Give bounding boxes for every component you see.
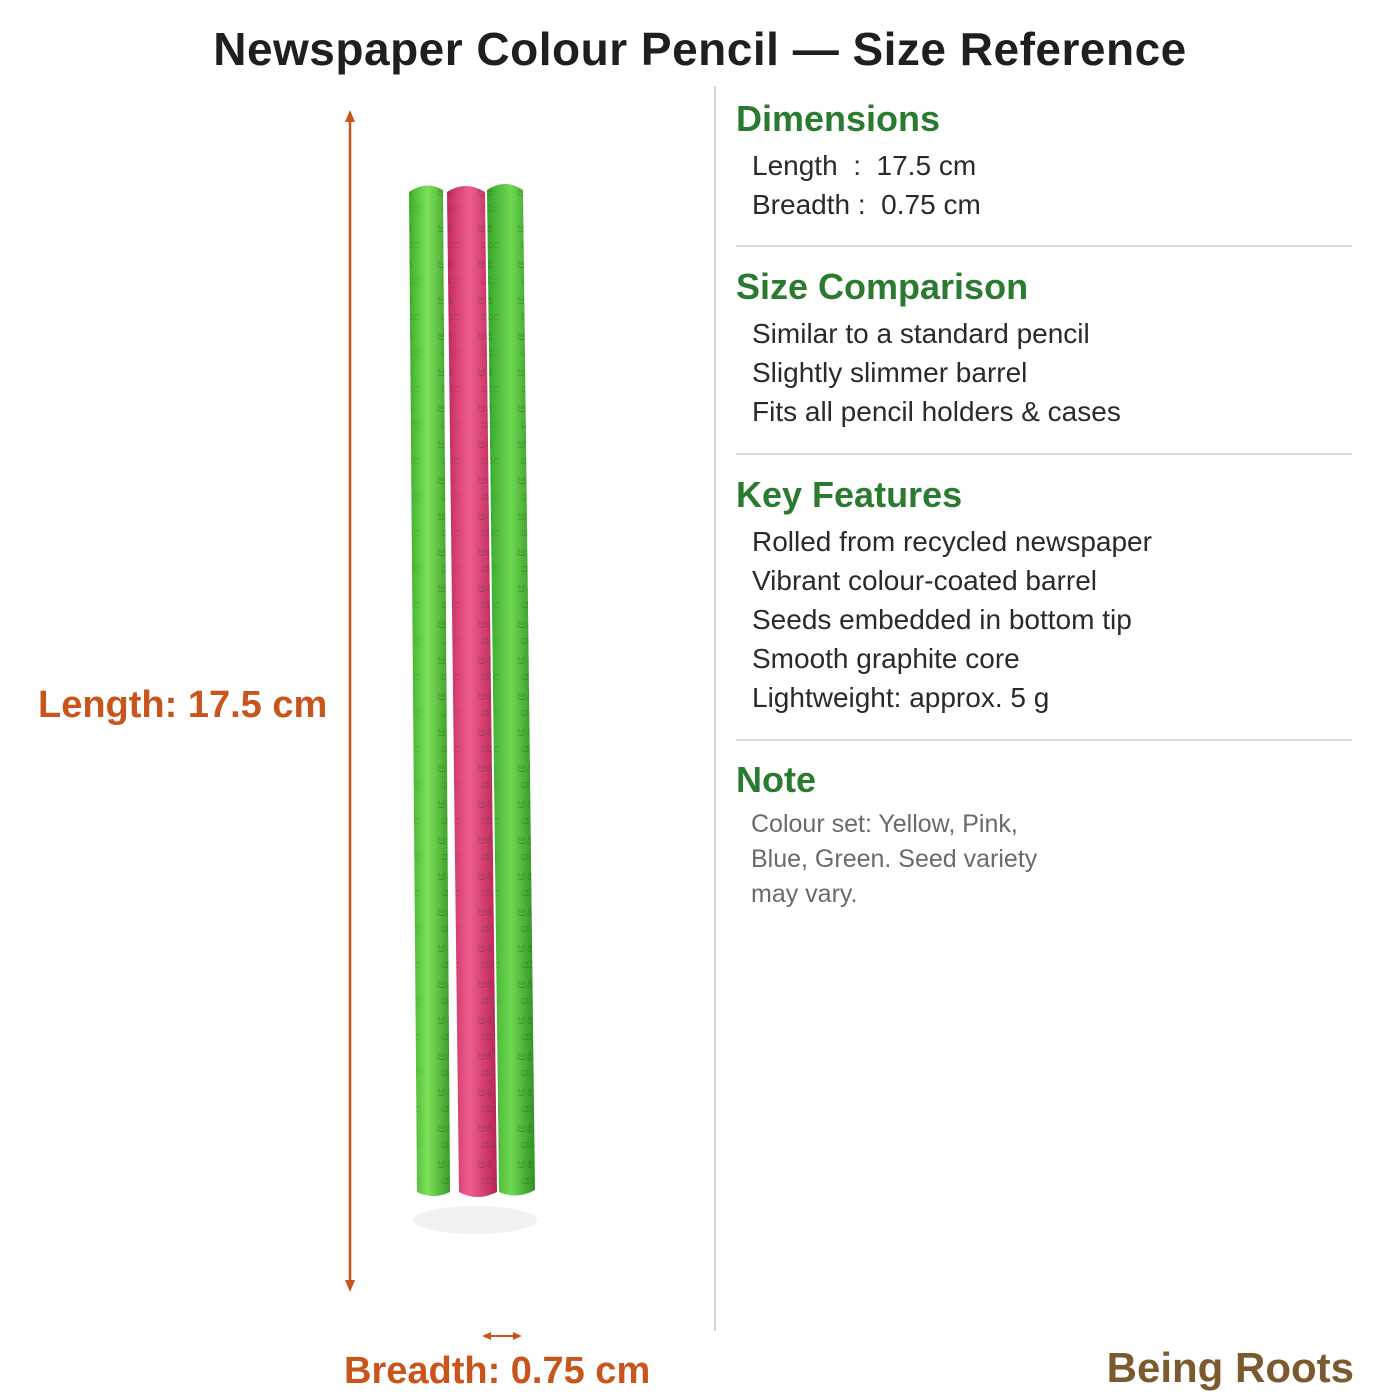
dimension-breadth: Breadth : 0.75 cm	[752, 189, 981, 220]
comparison-item: Similar to a standard pencil	[752, 318, 1090, 349]
note-text: Colour set: Yellow, Pink, Blue, Green. Seed variety may vary.	[751, 810, 1038, 908]
dimensions-section	[736, 98, 1352, 224]
feature-item: Vibrant colour-coated barrel	[752, 565, 1098, 596]
brand-logo-text: Being Roots	[1106, 1344, 1354, 1391]
section-divider	[736, 739, 1352, 741]
page-title: Newspaper Colour Pencil — Size Reference	[213, 23, 1187, 75]
key-features-section	[736, 474, 1352, 717]
dimensions-heading: Dimensions	[736, 98, 941, 139]
pencil-illustration	[395, 180, 555, 1250]
length-label: Length: 17.5 cm	[38, 684, 328, 726]
size-comparison-section	[736, 266, 1352, 431]
note-heading: Note	[736, 759, 816, 800]
length-arrow	[340, 110, 360, 1292]
feature-item: Rolled from recycled newspaper	[752, 526, 1152, 557]
vertical-divider	[714, 86, 716, 1331]
feature-item: Lightweight: approx. 5 g	[752, 682, 1050, 713]
comparison-item: Fits all pencil holders & cases	[752, 396, 1121, 427]
note-section	[736, 759, 1352, 912]
feature-item: Smooth graphite core	[752, 643, 1020, 674]
dimension-length: Length : 17.5 cm	[752, 150, 977, 181]
feature-item: Seeds embedded in bottom tip	[752, 604, 1132, 635]
breadth-label: Breadth: 0.75 cm	[344, 1350, 651, 1392]
section-divider	[736, 453, 1352, 455]
comparison-item: Slightly slimmer barrel	[752, 357, 1028, 388]
breadth-arrow	[482, 1329, 522, 1343]
section-divider	[736, 245, 1352, 247]
key-features-heading: Key Features	[736, 474, 963, 515]
size-comparison-heading: Size Comparison	[736, 266, 1029, 307]
pencil-green-left	[409, 185, 450, 1196]
